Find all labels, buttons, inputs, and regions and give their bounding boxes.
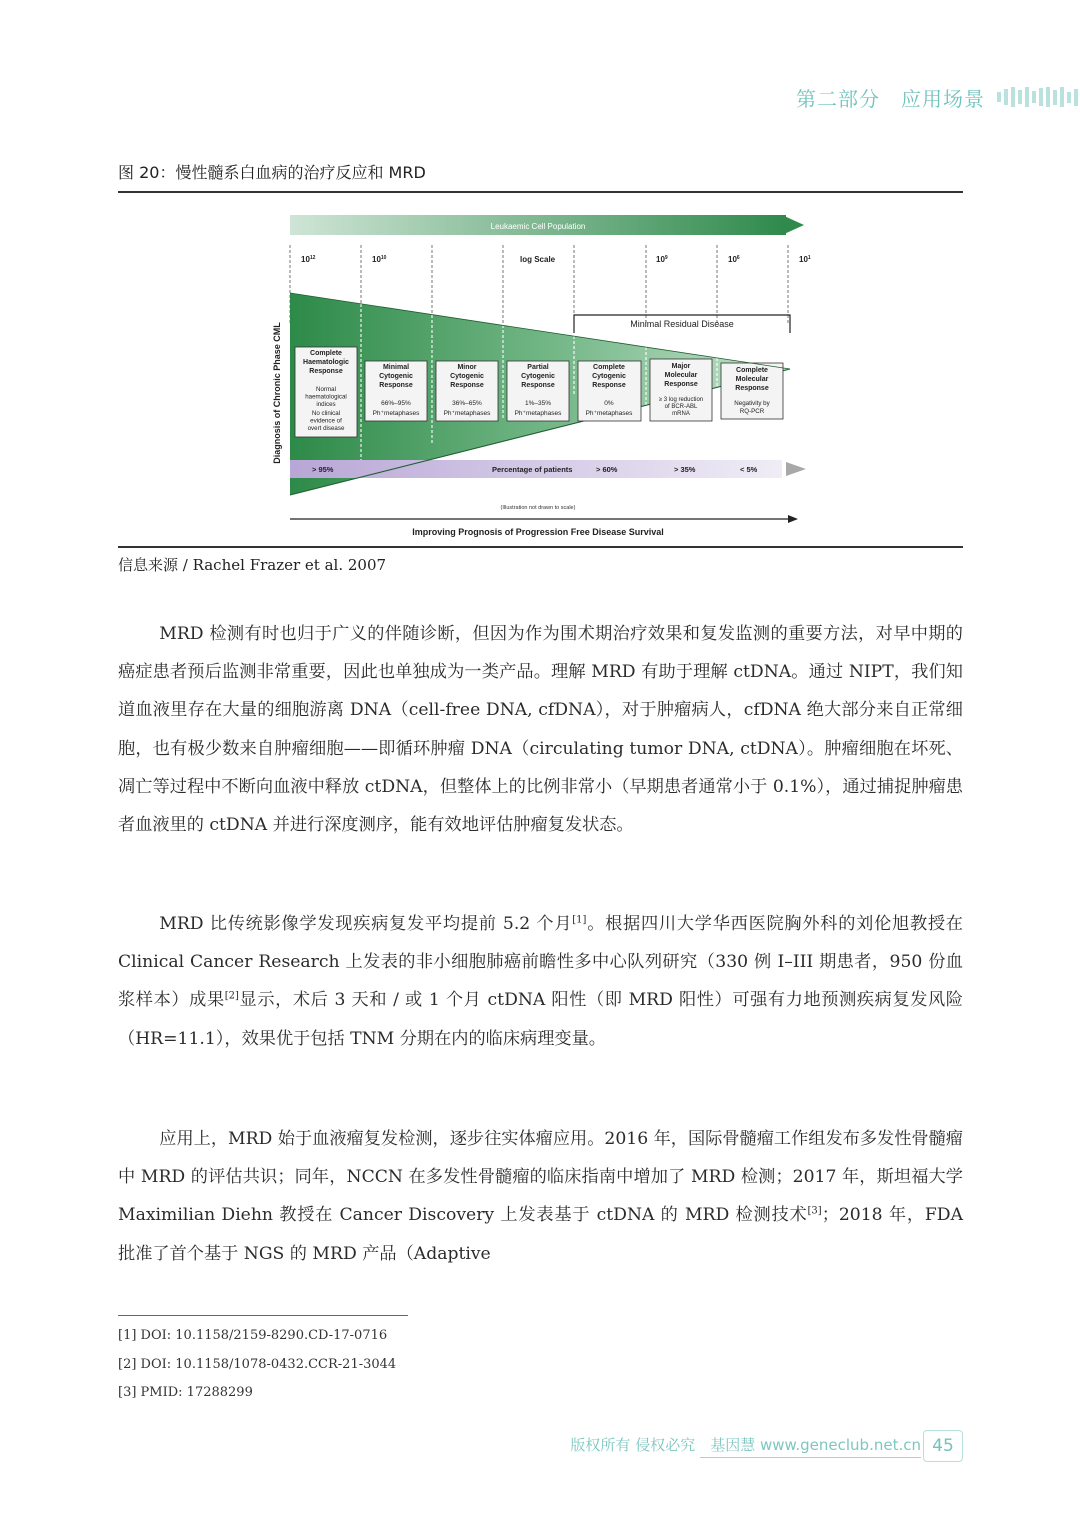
patients-pct-3: > 35% [674, 465, 696, 474]
svg-text:Negativity byRQ-PCR: Negativity by RQ-PCR [734, 400, 770, 415]
header-decoration [997, 87, 1078, 107]
footer-line [700, 1457, 921, 1458]
scale-label-5: $10^6$ [728, 255, 740, 264]
cml-response-figure [262, 205, 822, 545]
figure-title: 图 20：慢性髓系白血病的治疗反应和 MRD [118, 163, 426, 182]
scale-label-6: $10^1$ [799, 255, 811, 264]
leukaemic-arrow-head [782, 215, 804, 235]
paragraph-1-text: MRD 检测有时也归于广义的伴随诊断，但因为作为围术期治疗效果和复发监测的重要方法，对早中期的癌症患者预后监测非常重要，因此也单独成为一类产品。理解 MRD 有助于理解 ctDNA。通过 NIPT，我们知道血液里存在大量的细胞游离 DNA（cell-free DNA, cfDNA），对于肿瘤病人，cfDNA 绝大部分来自正常细胞，也有极少数来自肿瘤细胞——即循环肿瘤 DNA（circulating tumor DNA, ctDNA）。肿瘤细胞在坏死、凋亡等过程中不断向血液中释放 ctDNA，但整体上的比例非常小（早期患者通常小于 0.1%），通过捕捉肿瘤患者血液里的 ctDNA 并进行深度测序，能有效地评估肿瘤复发状态。 [118, 624, 963, 836]
figure-source [118, 554, 386, 575]
paragraph-2-text: MRD 比传统影像学发现疾病复发平均提前 5.2 个月[1]。根据四川大学华西医院胸外科的刘伦旭教授在 Clinical Cancer Research 上发表的非小细胞肺癌前瞻性多中心队列研究（330 例 I–III 期患者，950 份血浆样本）成果[2]显示，术后 3 天和 / 或 1 个月 ctDNA 阳性（即 MRD 阳性）可强有力地预测疾病复发风险（HR=11.1），效果优于包括 TNM 分期在内的临床病理变量。 [118, 914, 963, 1049]
section-title: 第二部分 应用场景 [796, 86, 985, 111]
prognosis-arrow-head [788, 515, 798, 523]
paragraph-1 [118, 615, 963, 844]
section-header [796, 80, 1080, 114]
scale-label-logscale: log Scale [520, 255, 556, 264]
reference-3[interactable]: [3] [807, 1205, 822, 1217]
footnote-3: [3] PMID: 17288299 [118, 1385, 253, 1400]
svg-text:36%–65%Ph⁺metaphases: 36%–65% Ph⁺metaphases [443, 400, 491, 417]
paragraph-2 [118, 905, 963, 1058]
svg-text:CompleteHaematologicResponse: Complete Haematologic Response [303, 350, 349, 375]
box-complete-haematologic [295, 347, 357, 437]
paragraph-3 [118, 1120, 963, 1273]
svg-text:PartialCytogenicResponse: Partial Cytogenic Response [521, 364, 555, 389]
patients-pct-1: > 95% [312, 465, 334, 474]
prognosis-label: Improving Prognosis of Progression Free Disease Survival [412, 527, 664, 537]
svg-text:MinimalCytogenicResponse: Minimal Cytogenic Response [379, 364, 413, 389]
scale-label-2: $10^{10}$ [372, 255, 387, 264]
figure-top-rule [118, 191, 963, 193]
box-minimal-cytogenic [365, 361, 427, 421]
patients-pct-4: < 5% [740, 465, 758, 474]
footnote-rule [118, 1315, 408, 1316]
svg-text:≥ 3 log reductionof BCR-ABLmRN: ≥ 3 log reduction of BCR-ABL mRNA [658, 397, 704, 417]
patients-pct-2: > 60% [596, 465, 618, 474]
svg-text:66%–95%Ph⁺metaphases: 66%–95% Ph⁺metaphases [372, 400, 420, 417]
page-footer [0, 1430, 963, 1462]
scale-note: (Illustration not drawn to scale) [500, 505, 576, 511]
paragraph-3-text: 应用上，MRD 始于血液瘤复发检测，逐步往实体瘤应用。2016 年，国际骨髓瘤工作组发布多发性骨髓瘤中 MRD 的评估共识；同年，NCCN 在多发性骨髓瘤的临床指南中增加了 MRD 检测；2017 年，斯坦福大学 Maximilian Diehn 教授在 Cancer Discovery 上发表基于 ctDNA 的 MRD 检测技术[3]；2018 年，FDA 批准了首个基于 NGS 的 MRD 产品（Adaptive [118, 1129, 963, 1264]
y-axis-label: Diagnosis of Chronic Phase CML [272, 322, 282, 464]
svg-text:0%Ph⁺metaphases: 0% Ph⁺metaphases [585, 400, 633, 417]
footer-copyright: 版权所有 侵权必究 基因慧 www.geneclub.net.cn [570, 1436, 921, 1454]
svg-text:CompleteMolecularResponse: Complete Molecular Response [735, 367, 769, 392]
footnotes [118, 1325, 396, 1411]
reference-2[interactable]: [2] [224, 990, 239, 1002]
svg-text:MinorCytogenicResponse: Minor Cytogenic Response [450, 364, 484, 389]
source-text: / Rachel Frazer et al. 2007 [178, 556, 387, 574]
patients-arrow-head [786, 462, 806, 476]
leukaemic-arrow-label: Leukaemic Cell Population [490, 222, 586, 231]
figure-bottom-rule [118, 546, 963, 548]
svg-text:MajorMolecularResponse: Major Molecular Response [664, 363, 698, 388]
scale-label-1: $10^{12}$ [301, 255, 316, 264]
box-partial-cytogenic [507, 361, 569, 421]
box-complete-cytogenic [578, 361, 641, 421]
mrd-label: Minimal Residual Disease [630, 319, 734, 329]
source-label: 信息来源 [118, 556, 179, 574]
box-minor-cytogenic [436, 361, 498, 421]
scale-label-4: $10^9$ [656, 255, 668, 264]
svg-text:NormalhaematologicalindicesNo: Normal haematological indices No clinical evidence of overt disease [305, 386, 347, 432]
reference-1[interactable]: [1] [572, 914, 587, 926]
box-major-molecular [650, 359, 712, 421]
svg-text:CompleteCytogenicResponse: Complete Cytogenic Response [592, 364, 626, 389]
page-number: 45 [923, 1430, 963, 1462]
patients-label: Percentage of patients [492, 465, 573, 474]
box-complete-molecular [721, 363, 783, 419]
svg-text:1%–35%Ph⁺metaphases: 1%–35% Ph⁺metaphases [514, 400, 562, 417]
footnote-2: [2] DOI: 10.1158/1078-0432.CCR-21-3044 [118, 1356, 397, 1372]
footnote-1: [1] DOI: 10.1158/2159-8290.CD-17-0716 [118, 1328, 388, 1343]
